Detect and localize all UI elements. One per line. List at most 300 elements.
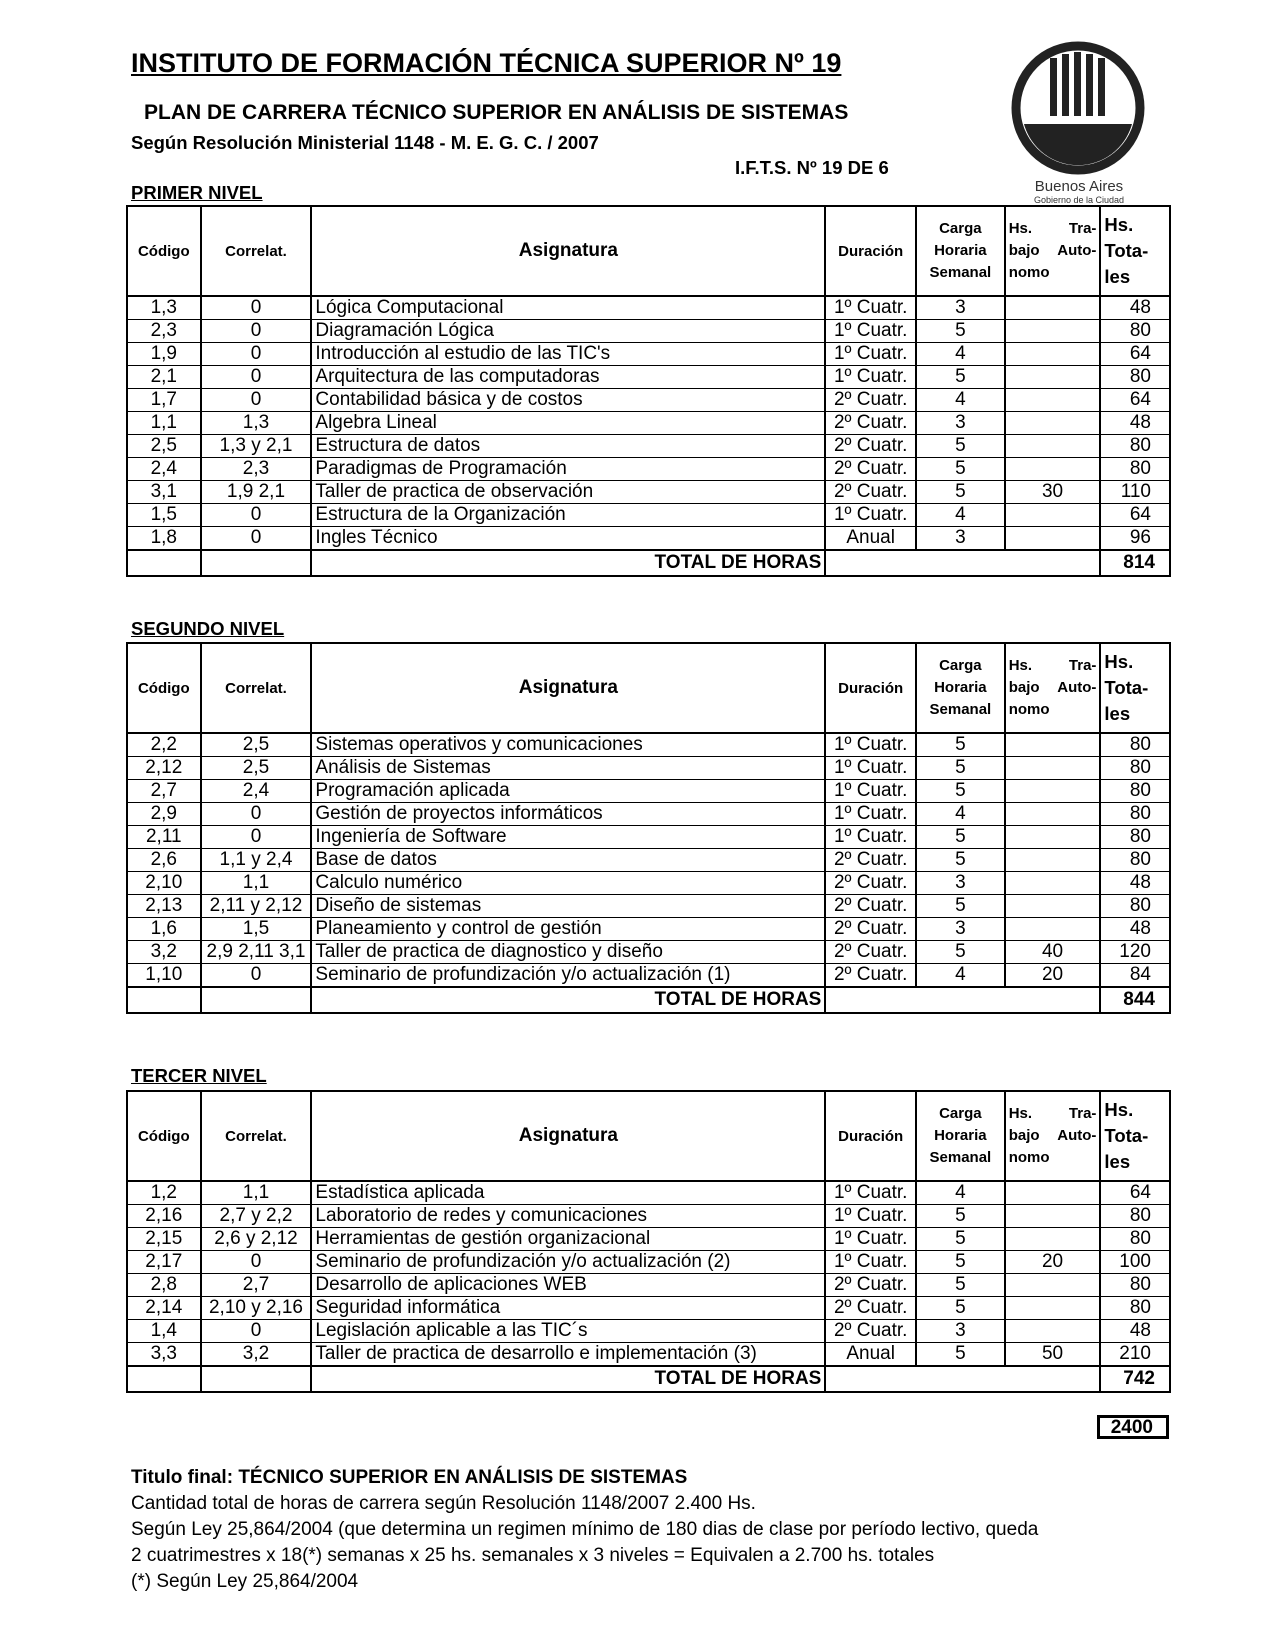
header-duracion: Duración — [825, 1091, 916, 1181]
footer-line-4: (*) Según Ley 25,864/2004 — [131, 1571, 359, 1592]
autonomous-hours-cell: 40 — [1005, 941, 1101, 964]
header-trabajo-line3: nomo — [1008, 264, 1050, 281]
header-trabajo — [1005, 643, 1101, 733]
weekly-hours-cell: 4 — [916, 803, 1005, 826]
subject-cell: Diagramación Lógica — [311, 320, 825, 343]
duration-cell: 1º Cuatr. — [825, 366, 916, 389]
subject-cell: Seguridad informática — [311, 1297, 825, 1320]
header-totales — [1100, 1091, 1170, 1181]
correlative-cell: 0 — [201, 964, 312, 988]
total-hours-cell: 80 — [1100, 435, 1170, 458]
subject-cell: Taller de practica de diagnostico y diseño — [311, 941, 825, 964]
header-trabajo-line2b: Auto- — [1057, 242, 1097, 259]
subject-cell: Lógica Computacional — [311, 296, 825, 320]
header-asignatura: Asignatura — [311, 643, 825, 733]
correlative-cell: 0 — [201, 366, 312, 389]
subject-cell: Contabilidad básica y de costos — [311, 389, 825, 412]
autonomous-hours-cell — [1005, 527, 1101, 551]
autonomous-hours-cell — [1005, 343, 1101, 366]
duration-cell: 1º Cuatr. — [825, 757, 916, 780]
weekly-hours-cell: 5 — [916, 895, 1005, 918]
total-hours-cell: 80 — [1100, 1205, 1170, 1228]
total-hours-cell: 64 — [1100, 1181, 1170, 1205]
header-codigo: Código — [127, 1091, 201, 1181]
total-blank-cell — [825, 550, 1100, 576]
header-carga-line1: Carga — [939, 1105, 982, 1122]
header-totales-line2: Tota- — [1104, 677, 1149, 698]
duration-cell: 1º Cuatr. — [825, 343, 916, 366]
autonomous-hours-cell — [1005, 1205, 1101, 1228]
weekly-hours-cell: 3 — [916, 296, 1005, 320]
code-cell: 2,4 — [127, 458, 201, 481]
code-cell: 1,7 — [127, 389, 201, 412]
autonomous-hours-cell — [1005, 1181, 1101, 1205]
table-row — [127, 757, 1170, 780]
correlative-cell: 1,9 2,1 — [201, 481, 312, 504]
code-cell: 2,15 — [127, 1228, 201, 1251]
total-blank-cell — [201, 987, 312, 1013]
header-totales-line3: les — [1104, 1151, 1131, 1172]
weekly-hours-cell: 3 — [916, 527, 1005, 551]
correlative-cell: 2,7 — [201, 1274, 312, 1297]
weekly-hours-cell: 3 — [916, 412, 1005, 435]
header-carga-line2: Horaria — [934, 1127, 987, 1144]
header-totales-line3: les — [1104, 703, 1131, 724]
footer-line-1: Cantidad total de horas de carrera según Resolución 1148/2007 2.400 Hs. — [131, 1493, 756, 1514]
subject-cell: Paradigmas de Programación — [311, 458, 825, 481]
autonomous-hours-cell — [1005, 435, 1101, 458]
total-hours-cell: 48 — [1100, 872, 1170, 895]
correlative-cell: 0 — [201, 389, 312, 412]
autonomous-hours-cell — [1005, 412, 1101, 435]
duration-cell: 1º Cuatr. — [825, 780, 916, 803]
footer-title-label: Titulo final: — [131, 1467, 239, 1488]
weekly-hours-cell: 5 — [916, 780, 1005, 803]
header-trabajo-line3: nomo — [1008, 701, 1050, 718]
table-row — [127, 1205, 1170, 1228]
plan-subtitle: PLAN DE CARRERA TÉCNICO SUPERIOR EN ANÁLISIS DE SISTEMAS — [144, 101, 849, 124]
duration-cell: Anual — [825, 527, 916, 551]
page-title: INSTITUTO DE FORMACIÓN TÉCNICA SUPERIOR Nº 19 — [131, 48, 842, 78]
header-totales-line3: les — [1104, 266, 1131, 287]
total-hours-cell: 48 — [1100, 296, 1170, 320]
weekly-hours-cell: 5 — [916, 1274, 1005, 1297]
weekly-hours-cell: 5 — [916, 733, 1005, 757]
correlative-cell: 2,5 — [201, 757, 312, 780]
autonomous-hours-cell: 20 — [1005, 964, 1101, 988]
autonomous-hours-cell — [1005, 1274, 1101, 1297]
code-cell: 1,5 — [127, 504, 201, 527]
weekly-hours-cell: 5 — [916, 1297, 1005, 1320]
subject-cell: Gestión de proyectos informáticos — [311, 803, 825, 826]
code-cell: 2,11 — [127, 826, 201, 849]
header-trabajo-line1a: Hs. — [1008, 657, 1033, 674]
table-header-row — [127, 1091, 1170, 1181]
table-row — [127, 1343, 1170, 1367]
autonomous-hours-cell — [1005, 1297, 1101, 1320]
weekly-hours-cell: 5 — [916, 458, 1005, 481]
table-row — [127, 412, 1170, 435]
correlative-cell: 2,7 y 2,2 — [201, 1205, 312, 1228]
autonomous-hours-cell — [1005, 849, 1101, 872]
header-carga-line3: Semanal — [929, 701, 992, 718]
header-correlat: Correlat. — [201, 643, 312, 733]
duration-cell: 2º Cuatr. — [825, 435, 916, 458]
table-row — [127, 527, 1170, 551]
weekly-hours-cell: 3 — [916, 1320, 1005, 1343]
code-cell: 1,1 — [127, 412, 201, 435]
footer-title — [131, 1465, 687, 1491]
total-hours-cell: 80 — [1100, 366, 1170, 389]
total-hours-cell: 100 — [1100, 1251, 1170, 1274]
header-trabajo-line2a: bajo — [1008, 242, 1040, 259]
duration-cell: 2º Cuatr. — [825, 964, 916, 988]
total-label: TOTAL DE HORAS — [311, 1366, 825, 1392]
weekly-hours-cell: 5 — [916, 481, 1005, 504]
header-codigo: Código — [127, 643, 201, 733]
autonomous-hours-cell — [1005, 895, 1101, 918]
table-row — [127, 733, 1170, 757]
weekly-hours-cell: 4 — [916, 343, 1005, 366]
code-cell: 3,2 — [127, 941, 201, 964]
autonomous-hours-cell — [1005, 320, 1101, 343]
subject-cell: Ingeniería de Software — [311, 826, 825, 849]
header-trabajo-line1b: Tra- — [1068, 220, 1097, 237]
code-cell: 3,3 — [127, 1343, 201, 1367]
header-totales-line2: Tota- — [1104, 1125, 1149, 1146]
weekly-hours-cell: 4 — [916, 1181, 1005, 1205]
total-blank-cell — [127, 1366, 201, 1392]
subject-cell: Legislación aplicable a las TIC´s — [311, 1320, 825, 1343]
subject-cell: Análisis de Sistemas — [311, 757, 825, 780]
header-trabajo-line1b: Tra- — [1068, 1105, 1097, 1122]
total-hours-cell: 110 — [1100, 481, 1170, 504]
weekly-hours-cell: 5 — [916, 435, 1005, 458]
autonomous-hours-cell — [1005, 803, 1101, 826]
subject-cell: Diseño de sistemas — [311, 895, 825, 918]
table-row — [127, 895, 1170, 918]
table-row — [127, 780, 1170, 803]
duration-cell: 2º Cuatr. — [825, 1320, 916, 1343]
subject-cell: Laboratorio de redes y comunicaciones — [311, 1205, 825, 1228]
total-blank-cell — [201, 550, 312, 576]
resolution-text: Según Resolución Ministerial 1148 - M. E. G. C. / 2007 — [131, 132, 599, 153]
total-hours-cell: 80 — [1100, 780, 1170, 803]
autonomous-hours-cell: 50 — [1005, 1343, 1101, 1367]
level-title-2: SEGUNDO NIVEL — [131, 618, 285, 639]
header-trabajo-line1a: Hs. — [1008, 1105, 1033, 1122]
subject-cell: Ingles Técnico — [311, 527, 825, 551]
code-cell: 2,3 — [127, 320, 201, 343]
total-hours-cell: 80 — [1100, 803, 1170, 826]
total-hours-cell: 80 — [1100, 1228, 1170, 1251]
correlative-cell: 0 — [201, 504, 312, 527]
duration-cell: 2º Cuatr. — [825, 872, 916, 895]
subject-cell: Desarrollo de aplicaciones WEB — [311, 1274, 825, 1297]
code-cell: 2,13 — [127, 895, 201, 918]
header-carga — [916, 1091, 1005, 1181]
code-cell: 2,16 — [127, 1205, 201, 1228]
weekly-hours-cell: 4 — [916, 964, 1005, 988]
duration-cell: 2º Cuatr. — [825, 458, 916, 481]
code-cell: 2,6 — [127, 849, 201, 872]
code-cell: 2,9 — [127, 803, 201, 826]
duration-cell: 1º Cuatr. — [825, 296, 916, 320]
weekly-hours-cell: 4 — [916, 504, 1005, 527]
total-blank-cell — [201, 1366, 312, 1392]
autonomous-hours-cell: 20 — [1005, 1251, 1101, 1274]
total-hours-cell: 80 — [1100, 757, 1170, 780]
correlative-cell: 0 — [201, 1251, 312, 1274]
subject-cell: Arquitectura de las computadoras — [311, 366, 825, 389]
autonomous-hours-cell — [1005, 918, 1101, 941]
table-row — [127, 849, 1170, 872]
table-header-row — [127, 206, 1170, 296]
correlative-cell: 1,3 — [201, 412, 312, 435]
correlative-cell: 0 — [201, 320, 312, 343]
code-cell: 2,2 — [127, 733, 201, 757]
weekly-hours-cell: 5 — [916, 1205, 1005, 1228]
autonomous-hours-cell — [1005, 1228, 1101, 1251]
header-carga-line1: Carga — [939, 220, 982, 237]
weekly-hours-cell: 5 — [916, 320, 1005, 343]
weekly-hours-cell: 5 — [916, 826, 1005, 849]
code-cell: 1,8 — [127, 527, 201, 551]
duration-cell: 2º Cuatr. — [825, 895, 916, 918]
subject-cell: Algebra Lineal — [311, 412, 825, 435]
code-cell: 2,7 — [127, 780, 201, 803]
table-row — [127, 1274, 1170, 1297]
duration-cell: 2º Cuatr. — [825, 389, 916, 412]
duration-cell: 2º Cuatr. — [825, 1274, 916, 1297]
duration-cell: 1º Cuatr. — [825, 1181, 916, 1205]
duration-cell: 1º Cuatr. — [825, 733, 916, 757]
institute-code: I.F.T.S. Nº 19 DE 6 — [735, 157, 889, 178]
table-row — [127, 803, 1170, 826]
correlative-cell: 2,11 y 2,12 — [201, 895, 312, 918]
weekly-hours-cell: 5 — [916, 1343, 1005, 1367]
autonomous-hours-cell — [1005, 872, 1101, 895]
header-trabajo-line2a: bajo — [1008, 679, 1040, 696]
subject-cell: Planeamiento y control de gestión — [311, 918, 825, 941]
correlative-cell: 0 — [201, 296, 312, 320]
header-trabajo-line3: nomo — [1008, 1149, 1050, 1166]
header-asignatura: Asignatura — [311, 1091, 825, 1181]
duration-cell: 1º Cuatr. — [825, 1228, 916, 1251]
table-row — [127, 1297, 1170, 1320]
total-hours-cell: 80 — [1100, 733, 1170, 757]
subject-cell: Seminario de profundización y/o actualización (1) — [311, 964, 825, 988]
total-row — [127, 1366, 1170, 1392]
total-hours-cell: 120 — [1100, 941, 1170, 964]
header-totales — [1100, 206, 1170, 296]
correlative-cell: 2,6 y 2,12 — [201, 1228, 312, 1251]
correlative-cell: 1,5 — [201, 918, 312, 941]
code-cell: 2,12 — [127, 757, 201, 780]
total-hours-cell: 48 — [1100, 1320, 1170, 1343]
weekly-hours-cell: 5 — [916, 941, 1005, 964]
level-table-1 — [126, 205, 1171, 577]
header-totales-line1: Hs. — [1104, 1099, 1134, 1120]
logo-subtext: Gobierno de la Ciudad — [1033, 195, 1125, 205]
correlative-cell: 3,2 — [201, 1343, 312, 1367]
total-value: 844 — [1100, 987, 1170, 1013]
table-row — [127, 458, 1170, 481]
table-row — [127, 1181, 1170, 1205]
weekly-hours-cell: 5 — [916, 1251, 1005, 1274]
total-hours-cell: 80 — [1100, 1274, 1170, 1297]
total-hours-cell: 80 — [1100, 826, 1170, 849]
autonomous-hours-cell — [1005, 780, 1101, 803]
header-totales — [1100, 643, 1170, 733]
table-row — [127, 1228, 1170, 1251]
duration-cell: 2º Cuatr. — [825, 941, 916, 964]
footer-line-3: 2 cuatrimestres x 18(*) semanas x 25 hs. semanales x 3 niveles = Equivalen a 2.700 hs. totales — [131, 1545, 935, 1566]
header-carga-line3: Semanal — [929, 264, 992, 281]
weekly-hours-cell: 5 — [916, 757, 1005, 780]
level-table-3 — [126, 1090, 1171, 1393]
duration-cell: 2º Cuatr. — [825, 849, 916, 872]
grand-total: 2400 — [1097, 1415, 1169, 1439]
duration-cell: 1º Cuatr. — [825, 504, 916, 527]
total-hours-cell: 48 — [1100, 918, 1170, 941]
table-row — [127, 320, 1170, 343]
table-row — [127, 343, 1170, 366]
total-hours-cell: 80 — [1100, 849, 1170, 872]
total-row — [127, 987, 1170, 1013]
weekly-hours-cell: 3 — [916, 918, 1005, 941]
table-row — [127, 1251, 1170, 1274]
duration-cell: 1º Cuatr. — [825, 826, 916, 849]
subject-cell: Base de datos — [311, 849, 825, 872]
total-hours-cell: 80 — [1100, 1297, 1170, 1320]
subject-cell: Estructura de datos — [311, 435, 825, 458]
table-row — [127, 872, 1170, 895]
footer-title-value: TÉCNICO SUPERIOR EN ANÁLISIS DE SISTEMAS — [238, 1467, 688, 1488]
total-blank-cell — [825, 987, 1100, 1013]
weekly-hours-cell: 5 — [916, 366, 1005, 389]
code-cell: 2,10 — [127, 872, 201, 895]
table-row — [127, 964, 1170, 988]
header-asignatura: Asignatura — [311, 206, 825, 296]
level-title-1: PRIMER NIVEL — [131, 182, 263, 203]
correlative-cell: 1,1 y 2,4 — [201, 849, 312, 872]
code-cell: 3,1 — [127, 481, 201, 504]
header-carga — [916, 206, 1005, 296]
header-duracion: Duración — [825, 643, 916, 733]
total-hours-cell: 80 — [1100, 458, 1170, 481]
header-trabajo-line1a: Hs. — [1008, 220, 1033, 237]
total-hours-cell: 64 — [1100, 389, 1170, 412]
total-blank-cell — [127, 550, 201, 576]
code-cell: 1,6 — [127, 918, 201, 941]
total-blank-cell — [127, 987, 201, 1013]
duration-cell: 1º Cuatr. — [825, 1251, 916, 1274]
total-label: TOTAL DE HORAS — [311, 550, 825, 576]
header-totales-line1: Hs. — [1104, 651, 1134, 672]
duration-cell: 2º Cuatr. — [825, 481, 916, 504]
code-cell: 2,1 — [127, 366, 201, 389]
header-trabajo — [1005, 1091, 1101, 1181]
autonomous-hours-cell — [1005, 733, 1101, 757]
correlative-cell: 2,5 — [201, 733, 312, 757]
code-cell: 1,10 — [127, 964, 201, 988]
correlative-cell: 0 — [201, 1320, 312, 1343]
duration-cell: 1º Cuatr. — [825, 803, 916, 826]
correlative-cell: 0 — [201, 343, 312, 366]
correlative-cell: 2,9 2,11 3,1 — [201, 941, 312, 964]
header-trabajo-line2b: Auto- — [1057, 1127, 1097, 1144]
table-row — [127, 389, 1170, 412]
table-row — [127, 826, 1170, 849]
level-title-3: TERCER NIVEL — [131, 1065, 267, 1086]
table-row — [127, 1320, 1170, 1343]
header-duracion: Duración — [825, 206, 916, 296]
header-carga-line1: Carga — [939, 657, 982, 674]
autonomous-hours-cell — [1005, 504, 1101, 527]
header-carga-line2: Horaria — [934, 679, 987, 696]
footer-line-2: Según Ley 25,864/2004 (que determina un regimen mínimo de 180 dias de clase por período lectivo, queda — [131, 1519, 1039, 1540]
total-hours-cell: 84 — [1100, 964, 1170, 988]
total-hours-cell: 80 — [1100, 320, 1170, 343]
code-cell: 1,4 — [127, 1320, 201, 1343]
table-row — [127, 435, 1170, 458]
header-carga-line3: Semanal — [929, 1149, 992, 1166]
subject-cell: Taller de practica de desarrollo e implementación (3) — [311, 1343, 825, 1367]
total-hours-cell: 48 — [1100, 412, 1170, 435]
table-row — [127, 918, 1170, 941]
table-header-row — [127, 643, 1170, 733]
total-hours-cell: 80 — [1100, 895, 1170, 918]
total-blank-cell — [825, 1366, 1100, 1392]
header-trabajo — [1005, 206, 1101, 296]
header-totales-line2: Tota- — [1104, 240, 1149, 261]
duration-cell: 1º Cuatr. — [825, 1205, 916, 1228]
header-totales-line1: Hs. — [1104, 214, 1134, 235]
correlative-cell: 1,1 — [201, 872, 312, 895]
correlative-cell: 2,10 y 2,16 — [201, 1297, 312, 1320]
autonomous-hours-cell — [1005, 366, 1101, 389]
code-cell: 2,8 — [127, 1274, 201, 1297]
total-value: 742 — [1100, 1366, 1170, 1392]
duration-cell: 2º Cuatr. — [825, 1297, 916, 1320]
table-row — [127, 366, 1170, 389]
header-trabajo-line2b: Auto- — [1057, 679, 1097, 696]
header-carga — [916, 643, 1005, 733]
header-correlat: Correlat. — [201, 206, 312, 296]
code-cell: 1,2 — [127, 1181, 201, 1205]
header-codigo: Código — [127, 206, 201, 296]
logo-text: Buenos Aires — [1034, 178, 1124, 195]
correlative-cell: 0 — [201, 803, 312, 826]
header-trabajo-line2a: bajo — [1008, 1127, 1040, 1144]
correlative-cell: 2,4 — [201, 780, 312, 803]
correlative-cell: 0 — [201, 826, 312, 849]
total-row — [127, 550, 1170, 576]
total-label: TOTAL DE HORAS — [311, 987, 825, 1013]
duration-cell: Anual — [825, 1343, 916, 1367]
subject-cell: Programación aplicada — [311, 780, 825, 803]
table-row — [127, 941, 1170, 964]
autonomous-hours-cell — [1005, 458, 1101, 481]
autonomous-hours-cell — [1005, 389, 1101, 412]
header-carga-line2: Horaria — [934, 242, 987, 259]
correlative-cell: 0 — [201, 527, 312, 551]
total-hours-cell: 96 — [1100, 527, 1170, 551]
subject-cell: Herramientas de gestión organizacional — [311, 1228, 825, 1251]
correlative-cell: 2,3 — [201, 458, 312, 481]
code-cell: 2,5 — [127, 435, 201, 458]
